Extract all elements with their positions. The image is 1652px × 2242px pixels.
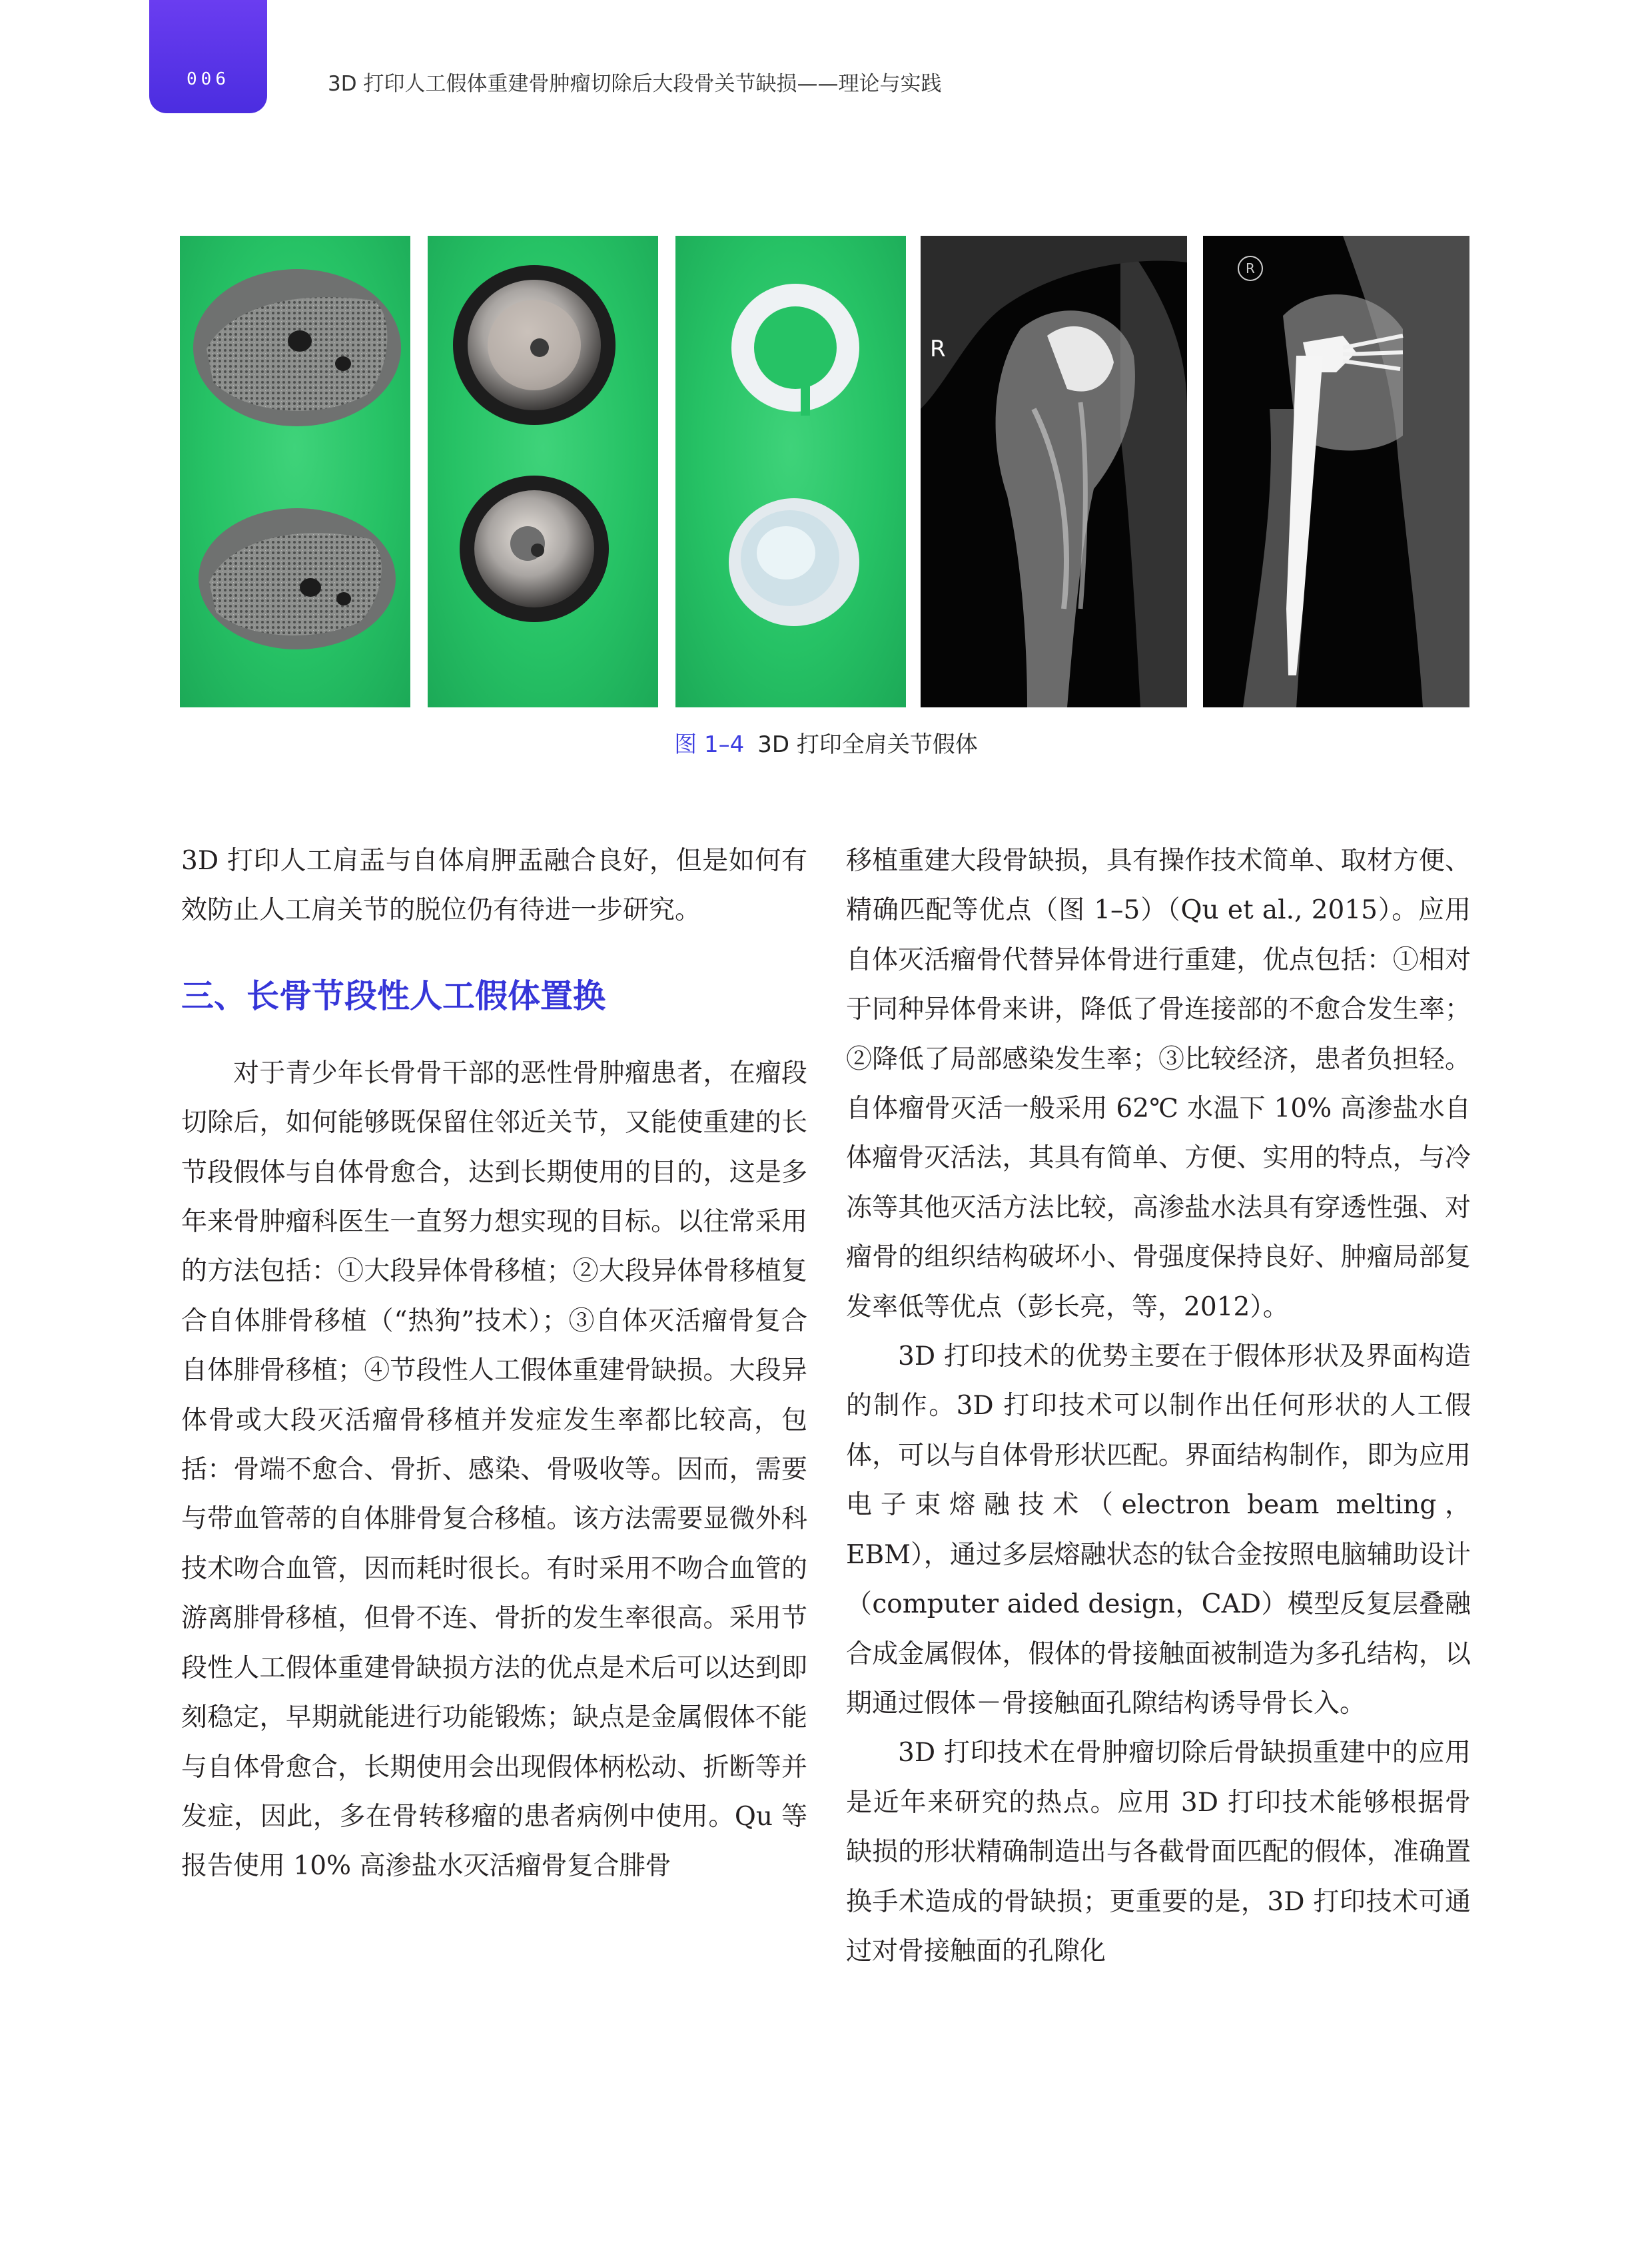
poly-liner-photo <box>675 236 906 707</box>
glenoid-face-illustration <box>428 236 658 707</box>
right-column <box>846 837 1471 1976</box>
poly-liner-illustration <box>675 236 906 707</box>
figure-caption <box>0 726 1652 759</box>
xray-side-marker-circled: R <box>1238 256 1263 281</box>
preop-xray-illustration <box>921 236 1187 707</box>
figure-title: 3D 打印全肩关节假体 <box>757 731 978 758</box>
running-title: 3D 打印人工假体重建骨肿瘤切除后大段骨关节缺损——理论与实践 <box>328 72 942 96</box>
left-column <box>181 837 807 1892</box>
xray-side-marker: R <box>930 336 946 362</box>
glenoid-porous-back-illustration <box>180 236 410 707</box>
glenoid-porous-back-photo <box>180 236 410 707</box>
figure-1-4 <box>180 236 1469 707</box>
paragraph-2: 3D 打印技术的优势主要在于假体形状及界面构造的制作。3D 打印技术可以制作出任何形状的人工假体，可以与自体骨形状匹配。界面结构制作，即为应用电子束熔融技术（electron beam melting，EBM），通过多层熔融状态的钛合金按照电脑辅助设计（computer aided design，CAD）模型反复层叠融合成金属假体，假体的骨接触面被制造为多孔结构，以期通过假体－骨接触面孔隙结构诱导骨长入。 <box>846 1341 1471 1718</box>
section-heading: 三、长骨节段性人工假体置换 <box>181 976 606 1015</box>
preop-shoulder-xray <box>921 236 1187 707</box>
body-paragraph: 对于青少年长骨骨干部的恶性骨肿瘤患者，在瘤段切除后，如何能够既保留住邻近关节，又能使重建的长节段假体与自体骨愈合，达到长期使用的目的，这是多年来骨肿瘤科医生一直努力想实现的目标。以往常采用的方法包括：①大段异体骨移植；②大段异体骨移植复合自体腓骨移植（“热狗”技术）；③自体灭活瘤骨复合自体腓骨移植；④节段性人工假体重建骨缺损。大段异体骨或大段灭活瘤骨移植并发症发生率都比较高，包括：骨端不愈合、骨折、感染、骨吸收等。因而，需要与带血管蒂的自体腓骨复合移植。该方法需要显微外科技术吻合血管，因而耗时很长。有时采用不吻合血管的游离腓骨移植，但骨不连、骨折的发生率很高。采用节段性人工假体重建骨缺损方法的优点是术后可以达到即刻稳定，早期就能进行功能锻炼；缺点是金属假体不能与自体骨愈合，长期使用会出现假体柄松动、折断等并发症，因此，多在骨转移瘤的患者病例中使用。Qu 等报告使用 10% 高渗盐水灭活瘤骨复合腓骨 <box>181 1058 807 1882</box>
postop-xray-illustration <box>1203 236 1469 707</box>
paragraph-3: 3D 打印技术在骨肿瘤切除后骨缺损重建中的应用是近年来研究的热点。应用 3D 打印技术能够根据骨缺损的形状精确制造出与各截骨面匹配的假体，准确置换手术造成的骨缺损；更重要的是，3D 打印技术可通过对骨接触面的孔隙化 <box>846 1738 1471 1966</box>
intro-paragraph: 3D 打印人工肩盂与自体肩胛盂融合良好，但是如何有效防止人工肩关节的脱位仍有待进一步研究。 <box>181 846 807 926</box>
paragraph-1: 移植重建大段骨缺损，具有操作技术简单、取材方便、精确匹配等优点（图 1–5）（Qu et al., 2015）。应用自体灭活瘤骨代替异体骨进行重建，优点包括：①相对于同种异体骨来讲，降低了骨连接部的不愈合发生率；②降低了局部感染发生率；③比较经济，患者负担轻。自体瘤骨灭活一般采用 62℃ 水温下 10% 高渗盐水自体瘤骨灭活法，其具有简单、方便、实用的特点，与冷冻等其他灭活方法比较，高渗盐水法具有穿透性强、对瘤骨的组织结构破坏小、骨强度保持良好、肿瘤局部复发率低等优点（彭长亮，等，2012）。 <box>846 846 1471 1322</box>
page-number-tab <box>149 0 267 113</box>
postop-shoulder-xray <box>1203 236 1469 707</box>
figure-label: 图 1–4 <box>674 731 745 758</box>
glenoid-articular-face-photo <box>428 236 658 707</box>
page-number: 006 <box>187 69 230 89</box>
